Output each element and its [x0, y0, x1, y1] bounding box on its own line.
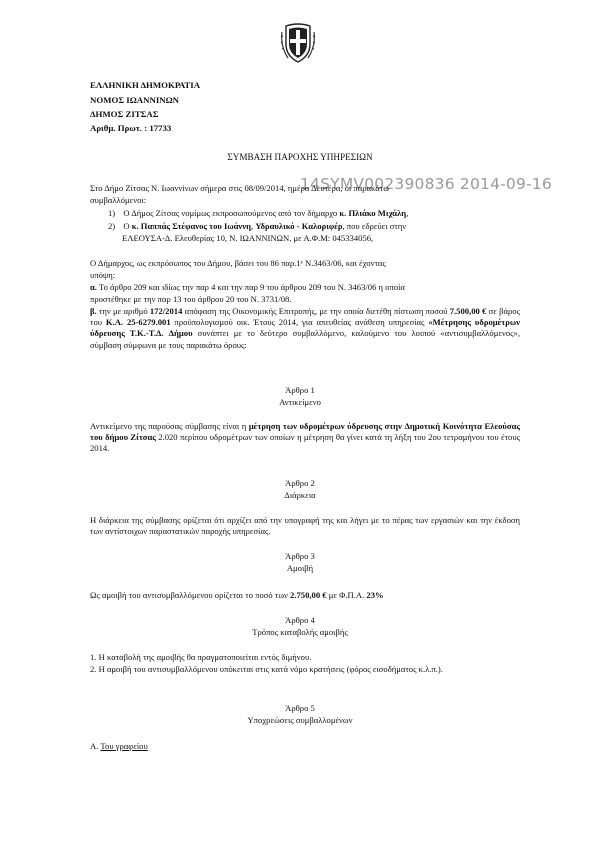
article-3-body: [90, 590, 384, 601]
mayor-b-text-8: «αντισυμβαλλόμενος», σύμβαση σύμφωνα με τους παρακάτω όρους:: [90, 328, 520, 350]
art2-line-1: Η διάρκεια της σύμβασης ορίζεται ότι αρχίζει από την υπογραφή της και λήγει με το πέρας: [90, 515, 413, 525]
article-1-number: Άρθρο 1: [285, 385, 315, 395]
budget-code: Κ.Α. 25-6279.001: [105, 317, 171, 328]
art1-bold-1: μέτρηση των υδρομέτρων ύδρευσης στην: [248, 421, 402, 431]
mayor-b-text-1: την με αριθμό: [98, 306, 148, 316]
mayor-b-text-4: σε βάρος του: [90, 306, 520, 328]
article-3-number: Άρθρο 3: [285, 551, 315, 561]
party-1-text: Ο Δήμος Ζίτσας νομίμως εκπροσωπούμενος από τον δήμαρχο: [123, 208, 338, 218]
art1-bold-2: Δημοτική Κοινότητα Ελεούσας του δήμου Ζίτσας: [90, 421, 520, 443]
mayor-line-2: υπόψη:: [90, 270, 116, 280]
art5-a-heading: Του γραφείου: [100, 741, 148, 751]
header-prefecture: ΝΟΜΟΣ ΙΩΑΝΝΙΝΩΝ: [90, 95, 179, 105]
intro-line-1: Στο Δήμο Ζίτσας Ν. Ιωαννίνων σήμερα στις 08/09/2014, ημέρα Δευτέρα, οι παρακάτω: [90, 183, 389, 193]
party-1: 1) Ο Δήμος Ζίτσας νομίμως εκπροσωπούμενος από τον δήμαρχο κ. Πλιάκο Μιχάλη,: [108, 208, 409, 218]
article-1-title: Αντικείμενο: [279, 397, 321, 407]
party-2-name: κ. Παππάς Στέφανος του Ιωάννη: [131, 221, 251, 231]
party-2-text-b: ,: [251, 221, 254, 231]
art4-item-2-line-2: εισοδήματος κ.λ.π.).: [372, 664, 443, 674]
vat-rate: 23%: [366, 590, 384, 600]
art5-section-a: [90, 741, 148, 752]
article-3-title: Αμοιβή: [286, 563, 314, 573]
party-2: [108, 221, 406, 232]
mayor-line-1: Ο Δήμαρχος, ως εκπρόσωπος του Δήμου, βάσει του 86 παρ.1ᵉ Ν.3463/06, και έχοντας: [90, 258, 386, 268]
fee-amount: 2.750,00 €: [290, 590, 327, 600]
intro-line-2: συμβαλλόμενοι:: [90, 195, 147, 205]
art2-line-2: των εργασιών και την έκδοση των αντίστοιχων παραστατικών παροχής υπηρεσίας.: [90, 515, 520, 537]
mayor-b-text-6: 2014, για απευθείας ανάθεση υπηρεσίας: [278, 317, 425, 328]
party-1-name: κ. Πλιάκο Μιχάλη: [339, 208, 407, 218]
art3-text-2: με Φ.Π.Α.: [328, 590, 365, 600]
mayor-b-text-7: συνάπτει με το δεύτερο συμβαλλόμενο, καλούμενο του λοιπού: [197, 328, 436, 339]
party-2-text-c: , που εδρεύει στην: [342, 221, 407, 231]
greek-coat-of-arms-emblem: [280, 20, 316, 64]
document-watermark: 14SYMV002390836 2014-09-16: [300, 175, 552, 193]
article-2-body: [90, 515, 520, 537]
mayor-a-text: Το άρθρο 209 και ιδίως την παρ 4 και την παρ 9 του άρθρου 209 του Ν. 3463/06 η οποία: [98, 282, 405, 292]
article-4-title: Τρόπος καταβολής αμοιβής: [252, 627, 348, 637]
service-name: «Μέτρησης υδρομέτρων ύδρευσης Τ.Κ.-Τ.Δ.: [90, 317, 520, 339]
art1-text-1: Αντικείμενο της παρούσας σύμβασης είναι η: [90, 421, 247, 431]
mayor-b-text-2: απόφαση της Οικονομικής Επιτροπής, με την οποία διετέθη: [184, 306, 392, 316]
party-2-role: Υδραυλικό - Καλοριφέρ: [255, 221, 343, 231]
document-title: ΣΥΜΒΑΣΗ ΠΑΡΟΧΗΣ ΥΠΗΡΕΣΙΩΝ: [227, 152, 373, 162]
party-2-address: ΕΛΕΟΥΣΑ-Δ. Ελευθερίας 10, Ν. ΙΩΑΝΝΙΝΩΝ, με Α.Φ.Μ: 045334056,: [122, 233, 374, 243]
credit-amount: 7.500,00 €: [449, 306, 487, 316]
header-protocol-number: Αριθμ. Πρωτ. : 17733: [90, 123, 172, 133]
art3-text-1: Ως αμοιβή του αντισυμβαλλόμενου ορίζεται το ποσό των: [90, 590, 288, 600]
art5-a-label: Α.: [90, 741, 99, 751]
article-1-body: [90, 421, 520, 455]
art4-item-1: 1. Η καταβολή της αμοιβής θα πραγματοποιείται εντός διμήνου.: [90, 652, 312, 662]
article-4-number: Άρθρο 4: [285, 615, 315, 625]
article-2-number: Άρθρο 2: [285, 478, 315, 488]
art1-text-2: 2.020 περίπου υδρομέτρων των οποίων: [158, 432, 295, 443]
party-2-number: 2): [108, 221, 116, 231]
article-5-number: Άρθρο 5: [285, 703, 315, 713]
mayor-b-paragraph: [90, 306, 520, 351]
party-1-number: 1): [108, 208, 116, 218]
art1-line-3: η μέτρηση θα γίνει κατά τη λήξη του 2ου τετραμήνου του έτους 2014.: [90, 432, 520, 454]
art4-item-2-line-1: 2. Η αμοιβή του αντισυμβαλλόμενου υπόκειται στις κατά νόμο κρατήσεις (φόρος: [90, 664, 371, 674]
header-municipality: ΔΗΜΟΣ ΖΙΤΣΑΣ: [90, 109, 159, 119]
service-name-2: Δήμου: [168, 328, 193, 339]
mayor-b-label: β.: [90, 306, 97, 316]
party-2-text-a: Ο: [123, 221, 130, 231]
mayor-a-line-1: [90, 282, 405, 293]
article-2-title: Διάρκεια: [284, 490, 316, 500]
mayor-b-text-5: προϋπολογισμού οικ. Έτους: [174, 317, 275, 328]
art4-item-2: [90, 664, 520, 675]
mayor-a-label: α.: [90, 282, 97, 292]
header-republic: ΕΛΛΗΝΙΚΗ ΔΗΜΟΚΡΑΤΙΑ: [90, 80, 201, 90]
mayor-b-text-3: πίστωση ποσού: [393, 306, 448, 316]
decision-number: 172/2014: [149, 306, 183, 316]
mayor-a-line-2: προστέθηκε με την παρ 13 του άρθρου 20 του Ν. 3731/08.: [90, 294, 292, 304]
article-5-title: Υποχρεώσεις συμβαλλομένων: [247, 715, 353, 725]
